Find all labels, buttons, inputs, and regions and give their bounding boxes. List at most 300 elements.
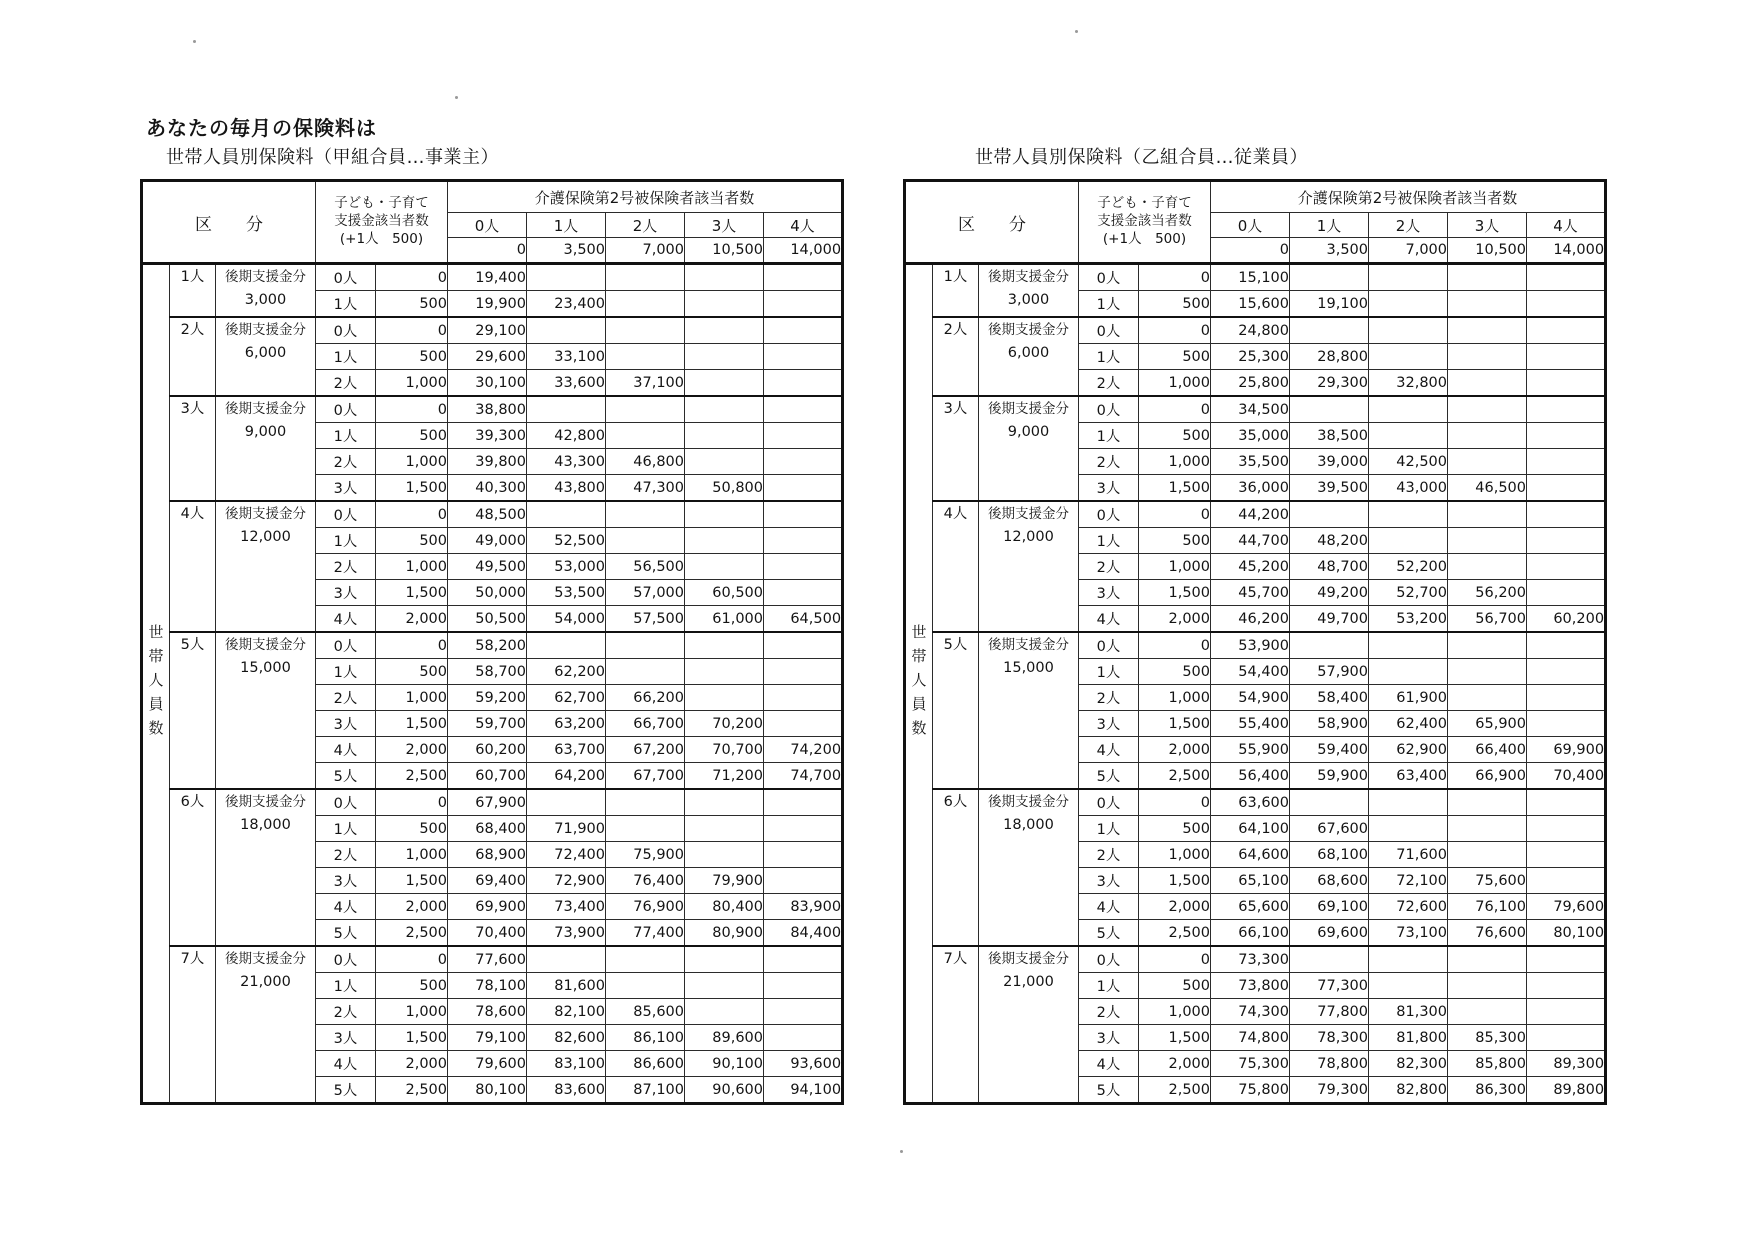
child-count-cell: 1人 [1079, 344, 1139, 370]
child-count-cell: 2人 [316, 449, 376, 475]
premium-value-cell: 94,100 [764, 1077, 843, 1104]
premium-value-cell [685, 501, 764, 528]
late-stage-support-amount: 12,000 [240, 529, 291, 545]
care-amount-col-header: 10,500 [685, 238, 764, 264]
premium-value-cell: 40,300 [448, 475, 527, 502]
child-count-cell: 3人 [316, 580, 376, 606]
premium-value-cell [1527, 973, 1606, 999]
child-amount-cell: 500 [376, 973, 448, 999]
premium-value-cell [1448, 291, 1527, 318]
household-members-cell: 1人 [170, 264, 216, 318]
premium-value-cell: 66,700 [606, 711, 685, 737]
late-stage-support-cell [979, 501, 1079, 632]
premium-value-cell [1527, 370, 1606, 397]
child-count-cell: 4人 [316, 1051, 376, 1077]
premium-value-cell [1527, 396, 1606, 423]
child-count-cell: 0人 [1079, 501, 1139, 528]
child-count-cell: 0人 [1079, 396, 1139, 423]
premium-table-kou [140, 179, 844, 1105]
premium-value-cell: 15,600 [1211, 291, 1290, 318]
household-size-vertical-label: 世帯人員数 [905, 264, 933, 1104]
premium-value-cell [1527, 685, 1606, 711]
premium-value-cell: 48,500 [448, 501, 527, 528]
premium-value-cell [1448, 659, 1527, 685]
premium-value-cell: 29,300 [1290, 370, 1369, 397]
late-stage-support-label: 後期支援金分 [988, 637, 1069, 653]
child-amount-cell: 500 [376, 528, 448, 554]
child-count-cell: 3人 [1079, 475, 1139, 502]
premium-value-cell: 83,100 [527, 1051, 606, 1077]
late-stage-support-label: 後期支援金分 [225, 506, 306, 522]
premium-value-cell: 68,100 [1290, 842, 1369, 868]
premium-value-cell: 52,700 [1369, 580, 1448, 606]
child-support-line2: 支援金該当者数 [334, 213, 429, 230]
premium-value-cell: 25,800 [1211, 370, 1290, 397]
child-amount-cell: 500 [376, 816, 448, 842]
late-stage-support-label: 後期支援金分 [988, 951, 1069, 967]
child-support-line1: 子ども・子育て [1097, 195, 1192, 212]
child-count-cell: 5人 [1079, 920, 1139, 947]
premium-value-cell: 19,900 [448, 291, 527, 318]
premium-value-cell: 56,400 [1211, 763, 1290, 790]
premium-value-cell [1290, 789, 1369, 816]
child-count-cell: 4人 [316, 606, 376, 633]
premium-value-cell: 80,900 [685, 920, 764, 947]
premium-value-cell [764, 449, 843, 475]
child-support-line3: (+1人 500) [339, 230, 424, 247]
premium-value-cell: 67,200 [606, 737, 685, 763]
premium-value-cell: 77,400 [606, 920, 685, 947]
child-amount-cell: 500 [376, 659, 448, 685]
premium-value-cell: 49,200 [1290, 580, 1369, 606]
household-members-cell: 1人 [933, 264, 979, 318]
child-count-cell: 0人 [1079, 632, 1139, 659]
premium-value-cell [685, 291, 764, 318]
premium-value-cell: 77,600 [448, 946, 527, 973]
premium-value-cell [764, 868, 843, 894]
child-amount-cell: 1,000 [376, 370, 448, 397]
child-amount-cell: 1,500 [1139, 475, 1211, 502]
child-count-cell: 3人 [1079, 868, 1139, 894]
late-stage-support-amount: 21,000 [240, 974, 291, 990]
household-members-cell: 2人 [170, 317, 216, 396]
child-count-cell: 3人 [1079, 711, 1139, 737]
premium-value-cell [764, 946, 843, 973]
premium-value-cell [1448, 423, 1527, 449]
table-subtitle-kou: 世帯人員別保険料（甲組合員…事業主） [166, 147, 499, 168]
late-stage-support-cell [979, 789, 1079, 946]
premium-value-cell: 80,100 [1527, 920, 1606, 947]
premium-value-cell: 42,500 [1369, 449, 1448, 475]
child-amount-cell: 500 [1139, 344, 1211, 370]
premium-value-cell: 50,000 [448, 580, 527, 606]
child-amount-cell: 500 [1139, 291, 1211, 318]
premium-value-cell: 28,800 [1290, 344, 1369, 370]
care-amount-col-header: 7,000 [1369, 238, 1448, 264]
care-amount-col-header: 14,000 [1527, 238, 1606, 264]
premium-value-cell: 82,300 [1369, 1051, 1448, 1077]
child-amount-cell: 500 [1139, 659, 1211, 685]
late-stage-support-cell [216, 396, 316, 501]
table-row [142, 789, 843, 816]
premium-value-cell: 32,800 [1369, 370, 1448, 397]
premium-value-cell [1527, 946, 1606, 973]
late-stage-support-label: 後期支援金分 [225, 269, 306, 285]
child-count-cell: 1人 [1079, 973, 1139, 999]
premium-value-cell: 73,800 [1211, 973, 1290, 999]
care-count-col-header: 0人 [448, 213, 527, 238]
premium-value-cell [606, 528, 685, 554]
premium-value-cell: 46,200 [1211, 606, 1290, 633]
premium-value-cell [1448, 946, 1527, 973]
child-count-cell: 4人 [1079, 894, 1139, 920]
premium-value-cell: 56,700 [1448, 606, 1527, 633]
premium-value-cell: 29,600 [448, 344, 527, 370]
premium-value-cell [1527, 449, 1606, 475]
premium-value-cell [1448, 685, 1527, 711]
premium-value-cell: 39,500 [1290, 475, 1369, 502]
child-count-cell: 0人 [1079, 264, 1139, 291]
premium-value-cell [685, 344, 764, 370]
premium-value-cell: 86,300 [1448, 1077, 1527, 1104]
premium-value-cell [764, 659, 843, 685]
table-row [905, 317, 1606, 344]
premium-value-cell [764, 842, 843, 868]
premium-value-cell [764, 370, 843, 397]
premium-value-cell: 46,800 [606, 449, 685, 475]
care-amount-col-header: 0 [448, 238, 527, 264]
child-support-line1: 子ども・子育て [334, 195, 429, 212]
premium-value-cell [1369, 789, 1448, 816]
premium-value-cell [1369, 423, 1448, 449]
premium-value-cell [764, 554, 843, 580]
premium-value-cell: 49,700 [1290, 606, 1369, 633]
child-count-cell: 2人 [1079, 554, 1139, 580]
premium-value-cell: 64,500 [764, 606, 843, 633]
child-amount-cell: 2,500 [1139, 1077, 1211, 1104]
premium-value-cell [1448, 816, 1527, 842]
premium-value-cell: 64,600 [1211, 842, 1290, 868]
table-row [905, 396, 1606, 423]
premium-value-cell: 39,300 [448, 423, 527, 449]
child-amount-cell: 2,000 [376, 894, 448, 920]
premium-value-cell [764, 711, 843, 737]
premium-value-cell [1369, 396, 1448, 423]
child-amount-cell: 500 [376, 423, 448, 449]
premium-value-cell: 54,400 [1211, 659, 1290, 685]
child-count-cell: 1人 [1079, 291, 1139, 318]
child-amount-cell: 1,000 [376, 999, 448, 1025]
child-amount-cell: 2,500 [376, 920, 448, 947]
household-members-cell: 7人 [933, 946, 979, 1104]
premium-value-cell [1369, 946, 1448, 973]
child-amount-cell: 1,000 [1139, 449, 1211, 475]
premium-value-cell [764, 580, 843, 606]
child-amount-cell: 500 [376, 291, 448, 318]
premium-value-cell: 72,600 [1369, 894, 1448, 920]
premium-value-cell [1527, 501, 1606, 528]
premium-value-cell [764, 475, 843, 502]
premium-value-cell: 44,700 [1211, 528, 1290, 554]
late-stage-support-amount: 15,000 [240, 660, 291, 676]
child-count-cell: 1人 [1079, 528, 1139, 554]
care-amount-col-header: 0 [1211, 238, 1290, 264]
child-amount-cell: 1,500 [1139, 580, 1211, 606]
premium-value-cell: 62,200 [527, 659, 606, 685]
premium-value-cell: 59,700 [448, 711, 527, 737]
child-count-cell: 2人 [316, 554, 376, 580]
child-amount-cell: 0 [1139, 317, 1211, 344]
late-stage-support-cell [216, 264, 316, 318]
premium-value-cell [764, 1025, 843, 1051]
premium-value-cell: 66,200 [606, 685, 685, 711]
child-count-cell: 0人 [316, 396, 376, 423]
premium-value-cell: 47,300 [606, 475, 685, 502]
child-amount-cell: 500 [1139, 973, 1211, 999]
child-support-header [316, 181, 448, 264]
premium-value-cell: 37,100 [606, 370, 685, 397]
late-stage-support-cell [979, 396, 1079, 501]
child-amount-cell: 1,500 [1139, 868, 1211, 894]
premium-value-cell: 63,600 [1211, 789, 1290, 816]
child-amount-cell: 0 [1139, 946, 1211, 973]
child-support-line2: 支援金該当者数 [1097, 213, 1192, 230]
premium-value-cell: 67,700 [606, 763, 685, 790]
scan-speck [193, 40, 196, 43]
child-support-line3: (+1人 500) [1102, 230, 1187, 247]
premium-value-cell [1448, 370, 1527, 397]
premium-value-cell: 74,200 [764, 737, 843, 763]
premium-value-cell [1448, 554, 1527, 580]
premium-value-cell [1448, 264, 1527, 291]
care-insurance-header: 介護保険第2号被保険者該当者数 [1211, 181, 1606, 213]
late-stage-support-label: 後期支援金分 [225, 951, 306, 967]
premium-value-cell: 90,600 [685, 1077, 764, 1104]
child-count-cell: 1人 [316, 291, 376, 318]
premium-value-cell: 25,300 [1211, 344, 1290, 370]
premium-value-cell: 93,600 [764, 1051, 843, 1077]
premium-value-cell: 43,300 [527, 449, 606, 475]
premium-value-cell: 71,600 [1369, 842, 1448, 868]
premium-value-cell [685, 396, 764, 423]
premium-value-cell: 71,900 [527, 816, 606, 842]
care-count-col-header: 0人 [1211, 213, 1290, 238]
child-count-cell: 0人 [316, 317, 376, 344]
premium-table-block-kou [140, 143, 850, 1105]
premium-value-cell: 74,800 [1211, 1025, 1290, 1051]
child-count-cell: 1人 [316, 344, 376, 370]
premium-value-cell [527, 396, 606, 423]
household-members-cell: 4人 [933, 501, 979, 632]
premium-value-cell [1448, 344, 1527, 370]
premium-value-cell: 77,800 [1290, 999, 1369, 1025]
scan-speck [455, 96, 458, 99]
premium-value-cell: 63,400 [1369, 763, 1448, 790]
premium-value-cell: 48,200 [1290, 528, 1369, 554]
premium-value-cell: 79,900 [685, 868, 764, 894]
premium-value-cell [685, 973, 764, 999]
premium-value-cell: 70,400 [448, 920, 527, 947]
premium-value-cell [1369, 264, 1448, 291]
premium-value-cell: 66,400 [1448, 737, 1527, 763]
premium-value-cell: 38,500 [1290, 423, 1369, 449]
premium-value-cell: 83,600 [527, 1077, 606, 1104]
child-amount-cell: 1,500 [376, 711, 448, 737]
premium-value-cell [606, 291, 685, 318]
child-count-cell: 1人 [1079, 816, 1139, 842]
child-amount-cell: 500 [376, 344, 448, 370]
premium-value-cell [685, 816, 764, 842]
premium-value-cell: 86,600 [606, 1051, 685, 1077]
premium-value-cell: 75,300 [1211, 1051, 1290, 1077]
care-count-col-header: 3人 [685, 213, 764, 238]
premium-value-cell [1527, 554, 1606, 580]
premium-value-cell: 52,200 [1369, 554, 1448, 580]
premium-value-cell [1527, 1025, 1606, 1051]
late-stage-support-amount: 15,000 [1003, 660, 1054, 676]
premium-value-cell: 78,100 [448, 973, 527, 999]
table-row [905, 946, 1606, 973]
premium-value-cell: 53,200 [1369, 606, 1448, 633]
child-support-header [1079, 181, 1211, 264]
premium-value-cell: 45,200 [1211, 554, 1290, 580]
premium-value-cell [685, 528, 764, 554]
child-amount-cell: 0 [1139, 501, 1211, 528]
child-count-cell: 2人 [1079, 999, 1139, 1025]
premium-value-cell: 36,000 [1211, 475, 1290, 502]
household-members-cell: 3人 [170, 396, 216, 501]
child-count-cell: 5人 [316, 920, 376, 947]
premium-value-cell: 57,900 [1290, 659, 1369, 685]
child-amount-cell: 2,500 [376, 1077, 448, 1104]
child-count-cell: 3人 [316, 711, 376, 737]
household-members-cell: 7人 [170, 946, 216, 1104]
premium-value-cell [1448, 501, 1527, 528]
premium-value-cell [1369, 291, 1448, 318]
table-row [905, 632, 1606, 659]
premium-value-cell [1527, 580, 1606, 606]
late-stage-support-cell [216, 317, 316, 396]
care-count-col-header: 3人 [1448, 213, 1527, 238]
child-count-cell: 4人 [1079, 606, 1139, 633]
table-row [905, 264, 1606, 291]
premium-value-cell: 57,500 [606, 606, 685, 633]
premium-value-cell: 33,600 [527, 370, 606, 397]
premium-value-cell [685, 659, 764, 685]
care-insurance-header: 介護保険第2号被保険者該当者数 [448, 181, 843, 213]
premium-value-cell: 62,400 [1369, 711, 1448, 737]
premium-value-cell: 78,600 [448, 999, 527, 1025]
premium-value-cell [1527, 317, 1606, 344]
table-row [142, 396, 843, 423]
late-stage-support-amount: 9,000 [244, 424, 287, 440]
premium-value-cell: 85,600 [606, 999, 685, 1025]
premium-value-cell: 79,100 [448, 1025, 527, 1051]
late-stage-support-amount: 6,000 [1007, 345, 1050, 361]
child-count-cell: 4人 [1079, 737, 1139, 763]
table-row [142, 946, 843, 973]
premium-value-cell [764, 396, 843, 423]
premium-value-cell: 58,400 [1290, 685, 1369, 711]
premium-value-cell [685, 554, 764, 580]
child-amount-cell: 2,000 [1139, 894, 1211, 920]
premium-value-cell: 53,000 [527, 554, 606, 580]
premium-value-cell [1369, 816, 1448, 842]
premium-value-cell: 59,200 [448, 685, 527, 711]
child-amount-cell: 1,500 [376, 1025, 448, 1051]
table-row [142, 264, 843, 291]
premium-value-cell: 75,900 [606, 842, 685, 868]
premium-value-cell: 49,500 [448, 554, 527, 580]
premium-value-cell: 59,900 [1290, 763, 1369, 790]
premium-value-cell: 70,200 [685, 711, 764, 737]
child-count-cell: 3人 [316, 475, 376, 502]
premium-value-cell [527, 264, 606, 291]
premium-value-cell: 72,100 [1369, 868, 1448, 894]
premium-value-cell [685, 264, 764, 291]
child-amount-cell: 1,000 [1139, 842, 1211, 868]
premium-value-cell [764, 632, 843, 659]
premium-value-cell: 76,600 [1448, 920, 1527, 947]
category-header: 区 分 [142, 181, 316, 264]
premium-value-cell: 72,400 [527, 842, 606, 868]
scan-speck [1075, 30, 1078, 33]
premium-value-cell: 39,000 [1290, 449, 1369, 475]
premium-value-cell: 85,300 [1448, 1025, 1527, 1051]
premium-value-cell: 48,700 [1290, 554, 1369, 580]
premium-value-cell [606, 946, 685, 973]
premium-value-cell: 42,800 [527, 423, 606, 449]
late-stage-support-label: 後期支援金分 [988, 506, 1069, 522]
child-amount-cell: 0 [1139, 632, 1211, 659]
child-count-cell: 0人 [316, 789, 376, 816]
premium-value-cell: 87,100 [606, 1077, 685, 1104]
premium-value-cell [764, 999, 843, 1025]
premium-value-cell: 82,100 [527, 999, 606, 1025]
premium-value-cell [1448, 317, 1527, 344]
child-count-cell: 5人 [316, 763, 376, 790]
late-stage-support-amount: 3,000 [1007, 292, 1050, 308]
child-amount-cell: 1,000 [1139, 685, 1211, 711]
child-amount-cell: 0 [1139, 264, 1211, 291]
premium-value-cell [1527, 264, 1606, 291]
care-count-col-header: 2人 [1369, 213, 1448, 238]
child-amount-cell: 1,000 [376, 842, 448, 868]
child-count-cell: 4人 [316, 737, 376, 763]
premium-value-cell: 80,400 [685, 894, 764, 920]
child-count-cell: 0人 [316, 946, 376, 973]
child-count-cell: 1人 [316, 816, 376, 842]
premium-value-cell [1448, 396, 1527, 423]
table-row [905, 501, 1606, 528]
care-amount-col-header: 3,500 [1290, 238, 1369, 264]
care-count-col-header: 1人 [527, 213, 606, 238]
child-amount-cell: 1,000 [1139, 999, 1211, 1025]
child-count-cell: 5人 [1079, 763, 1139, 790]
care-amount-col-header: 7,000 [606, 238, 685, 264]
premium-value-cell [764, 685, 843, 711]
late-stage-support-amount: 18,000 [1003, 817, 1054, 833]
child-count-cell: 2人 [316, 370, 376, 397]
premium-value-cell: 75,800 [1211, 1077, 1290, 1104]
child-amount-cell: 0 [376, 317, 448, 344]
child-amount-cell: 1,000 [1139, 370, 1211, 397]
child-amount-cell: 500 [1139, 528, 1211, 554]
premium-value-cell: 34,500 [1211, 396, 1290, 423]
child-amount-cell: 2,000 [1139, 1051, 1211, 1077]
late-stage-support-cell [979, 264, 1079, 318]
scan-speck [900, 1150, 903, 1153]
